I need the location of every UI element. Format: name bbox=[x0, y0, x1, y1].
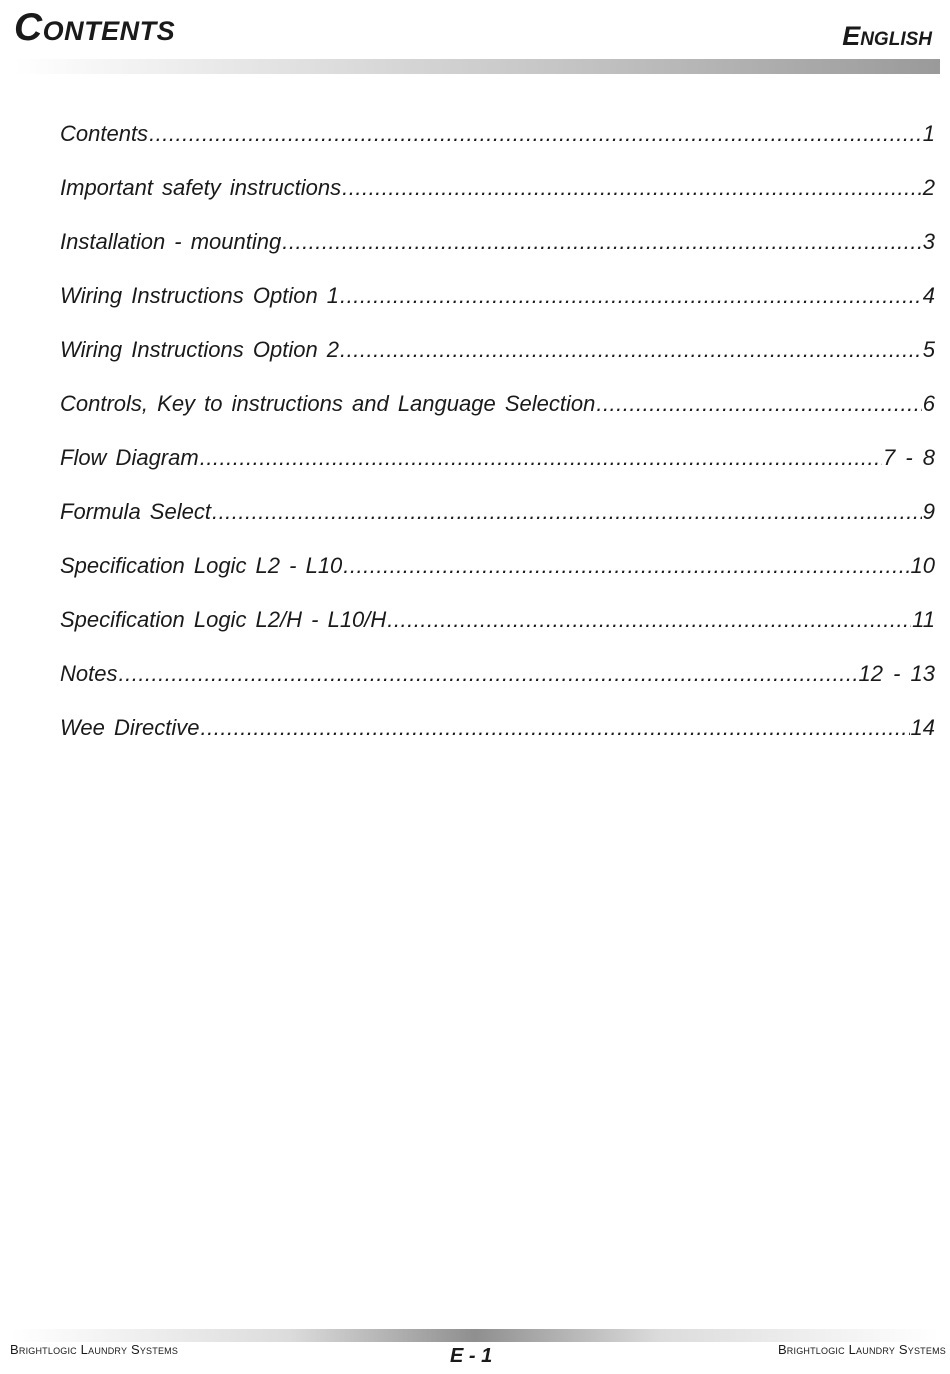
footer-company-left: Brightlogic Laundry Systems bbox=[10, 1342, 179, 1357]
footer-company-right: Brightlogic Laundry Systems bbox=[777, 1342, 946, 1357]
toc-entry-page: 4 bbox=[922, 283, 935, 308]
toc-entry-label: Specification Logic L2/H - L10/H bbox=[60, 607, 387, 632]
toc-entry-label: Wiring Instructions Option 2 bbox=[60, 337, 340, 362]
toc-entry-safety[interactable] bbox=[60, 170, 935, 224]
page-title: Contents bbox=[14, 6, 176, 49]
toc-dot-leader bbox=[282, 224, 922, 260]
toc-dot-leader bbox=[596, 386, 921, 422]
toc-entry-controls[interactable] bbox=[60, 386, 935, 440]
toc-entry-label: Formula Select bbox=[60, 499, 211, 524]
toc-entry-installation[interactable] bbox=[60, 224, 935, 278]
footer-page-number: E - 1 bbox=[450, 1345, 493, 1367]
header-divider bbox=[14, 59, 940, 74]
toc-dot-leader bbox=[387, 602, 911, 638]
toc-dot-leader bbox=[342, 170, 922, 206]
toc-entry-label: Specification Logic L2 - L10 bbox=[60, 553, 343, 578]
toc-entry-page: 1 bbox=[922, 121, 935, 146]
toc-entry-page: 7 - 8 bbox=[882, 445, 935, 470]
toc-dot-leader bbox=[149, 116, 922, 152]
toc-entry-page: 14 bbox=[910, 715, 935, 740]
toc-entry-label: Wiring Instructions Option 1 bbox=[60, 283, 340, 308]
table-of-contents bbox=[60, 116, 935, 764]
toc-dot-leader bbox=[118, 656, 857, 692]
toc-entry-label: Installation - mounting bbox=[60, 229, 282, 254]
toc-dot-leader bbox=[340, 278, 922, 314]
toc-entry-flow-diagram[interactable] bbox=[60, 440, 935, 494]
toc-dot-leader bbox=[200, 440, 882, 476]
toc-entry-page: 6 bbox=[922, 391, 935, 416]
toc-entry-label: Controls, Key to instructions and Language Selection bbox=[60, 391, 596, 416]
toc-dot-leader bbox=[201, 710, 910, 746]
toc-entry-spec-logic-l2h-l10h[interactable] bbox=[60, 602, 935, 656]
toc-entry-contents[interactable] bbox=[60, 116, 935, 170]
toc-entry-label: Contents bbox=[60, 121, 149, 146]
toc-entry-page: 3 bbox=[922, 229, 935, 254]
toc-entry-label: Notes bbox=[60, 661, 118, 686]
toc-entry-page: 5 bbox=[922, 337, 935, 362]
toc-entry-label: Wee Directive bbox=[60, 715, 200, 740]
toc-entry-label: Important safety instructions bbox=[60, 175, 342, 200]
toc-dot-leader bbox=[343, 548, 909, 584]
toc-dot-leader bbox=[212, 494, 922, 530]
toc-entry-page: 10 bbox=[910, 553, 935, 578]
toc-dot-leader bbox=[340, 332, 922, 368]
toc-entry-spec-logic-l2-l10[interactable] bbox=[60, 548, 935, 602]
toc-entry-notes[interactable] bbox=[60, 656, 935, 710]
toc-entry-page: 2 bbox=[922, 175, 935, 200]
toc-entry-wee-directive[interactable] bbox=[60, 710, 935, 764]
toc-entry-wiring-option-1[interactable] bbox=[60, 278, 935, 332]
toc-entry-wiring-option-2[interactable] bbox=[60, 332, 935, 386]
toc-entry-label: Flow Diagram bbox=[60, 445, 199, 470]
toc-entry-page: 11 bbox=[912, 607, 935, 632]
footer-divider bbox=[10, 1329, 940, 1342]
toc-entry-page: 9 bbox=[922, 499, 935, 524]
toc-entry-formula-select[interactable] bbox=[60, 494, 935, 548]
language-label: English bbox=[842, 21, 932, 51]
toc-entry-page: 12 - 13 bbox=[858, 661, 935, 686]
